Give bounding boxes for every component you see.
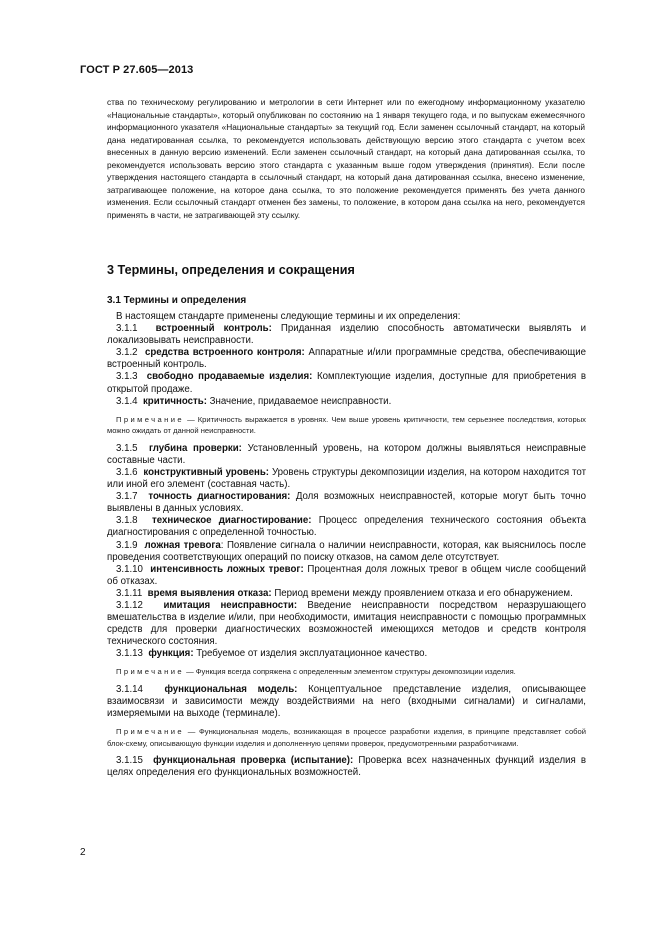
term-number: 3.1.10 xyxy=(116,563,143,575)
term-name: встроенный контроль: xyxy=(155,323,272,335)
note-label: Примечание xyxy=(116,727,184,737)
term-definition: : Появление сигнала о наличии неисправности, которая, как выяснилось после проведения соответствующих операций по поиску отказов, на самом деле отсутствует. xyxy=(107,539,586,563)
term-name: свободно продаваемые изделия: xyxy=(146,371,313,383)
term-entry xyxy=(107,755,586,779)
term-number: 3.1.14 xyxy=(116,683,143,695)
note-label: Примечание xyxy=(116,667,184,677)
term-entry xyxy=(107,371,586,395)
term-definition: Требуемое от изделия эксплуатационное качество. xyxy=(196,648,428,660)
document-header: ГОСТ Р 27.605—2013 xyxy=(80,64,194,76)
term-entry xyxy=(107,600,586,648)
term-name: ложная тревога xyxy=(144,539,221,551)
note xyxy=(107,666,586,678)
term-name: время выявления отказа: xyxy=(147,587,272,599)
term-entry xyxy=(107,443,586,467)
term-entry xyxy=(107,396,586,408)
term-definition: Значение, придаваемое неисправности. xyxy=(209,395,392,407)
term-entry xyxy=(107,491,586,515)
term-definition: Проверка всех назначенных функций изделия в целях определения его функциональных возможностей. xyxy=(107,755,586,779)
term-name: средства встроенного контроля: xyxy=(144,347,305,359)
lead-text: В настоящем стандарте применены следующие термины и их определения: xyxy=(116,311,461,322)
term-entry xyxy=(107,323,586,347)
term-number: 3.1.2 xyxy=(116,347,138,359)
note-label: Примечание xyxy=(116,414,184,424)
term-entry xyxy=(107,648,586,660)
term-number: 3.1.13 xyxy=(116,648,143,660)
term-number: 3.1.7 xyxy=(116,491,138,503)
term-definition: Комплектующие изделия, доступные для приобретения в открытой продаже. xyxy=(107,371,586,395)
term-entry xyxy=(107,515,586,539)
term-name: критичность: xyxy=(142,395,207,407)
note xyxy=(107,726,586,749)
term-name: точность диагностирования: xyxy=(148,491,291,503)
term-name: функциональная модель: xyxy=(164,683,298,695)
term-definition: Аппаратные и/или программные средства, обеспечивающие встроенный контроль. xyxy=(107,347,587,371)
term-number: 3.1.3 xyxy=(116,371,138,383)
term-name: функциональная проверка (испытание): xyxy=(153,755,354,767)
note-text: — Критичность выражается в уровнях. Чем выше уровень критичности, тем серьезнее последствия, которых можно ожидать от данной неисправности. xyxy=(107,414,586,436)
page-number: 2 xyxy=(80,847,86,858)
section-title: 3 Термины, определения и сокращения xyxy=(107,263,355,277)
term-definition: Период времени между проявлением отказа и его обнаружением. xyxy=(274,587,573,599)
term-name: глубина проверки: xyxy=(148,442,242,454)
note-text: — Функция всегда сопряжена с определенным элементом структуры декомпозиции изделия. xyxy=(186,667,516,677)
term-definition: Установленный уровень, на котором должны выявляться неисправные составные части. xyxy=(107,442,586,466)
note-text: — Функциональная модель, возникающая в процессе разработки изделия, в принципе представляет собой блок-схему, описывающую функции изделия и дополненную цепями проверок, предусмотренными разработчиками. xyxy=(107,727,586,748)
term-name: функция: xyxy=(148,648,194,660)
term-name: конструктивный уровень: xyxy=(143,466,270,478)
note xyxy=(107,414,586,437)
term-definition: Концептуальное представление изделия, описывающее взаимосвязи и зависимости между воздействиями на него (входными сигналами) и сигналами, измеряемыми на выходе (терминале). xyxy=(107,683,586,720)
term-number: 3.1.6 xyxy=(116,466,138,478)
term-entry xyxy=(107,564,586,588)
definitions-body xyxy=(107,311,586,779)
term-entry xyxy=(107,347,586,371)
intro-paragraph: ства по техническому регулированию и метрологии в сети Интернет или по ежегодному информационному указателю «Национальные стандарты», который опубликован по состоянию на 1 января текущего года, и по выпускам ежемесячного информационного указателя «Национальные стандарты» за текущий год. Если заменен ссылочный стандарт, на который дана недатированная ссылка, то рекомендуется использовать действующую версию этого стандарта с учетом всех внесенных в данную версию изменений. Если заменен ссылочный стандарт, на который дана датированная ссылка, то рекомендуется использовать версию этого стандарта с указанным выше годом утверждения (принятия). Если после утверждения настоящего стандарта в ссылочный стандарт, на который дана датированная ссылка, внесено изменение, затрагивающее положение, на которое дана ссылка, то это положение рекомендуется применять без учета данного изменения. Если ссылочный стандарт отменен без замены, то положение, в котором дана ссылка на него, рекомендуется применять в части, не затрагивающей эту ссылку. xyxy=(107,97,585,220)
term-definition: Введение неисправности посредством неразрушающего вмешательства в изделие и/или, при необходимости, имитация неисправности с помощью программных средств для проверки диагностических возможностей имеющихся методов и средств контроля технического состояния. xyxy=(107,599,586,648)
term-definition: Приданная изделию способность автоматически выявлять и локализовывать неисправности. xyxy=(107,323,587,347)
subsection-title: 3.1 Термины и определения xyxy=(107,295,247,306)
term-definition: Уровень структуры декомпозиции изделия, на котором находится тот или иной его элемент (составная часть). xyxy=(107,466,587,491)
term-number: 3.1.1 xyxy=(116,323,138,335)
term-name: техническое диагностирование: xyxy=(152,515,312,527)
term-number: 3.1.8 xyxy=(116,515,138,527)
term-number: 3.1.12 xyxy=(116,599,143,611)
term-name: имитация неисправности: xyxy=(163,599,298,611)
term-definition: Доля возможных неисправностей, которые могут быть точно выявлены в данных условиях. xyxy=(107,491,586,515)
term-definition: Процентная доля ложных тревог в общем числе сообщений об отказах. xyxy=(107,563,586,587)
term-definition: Процесс определения технического состояния объекта диагностирования с определенной точностью. xyxy=(107,515,587,539)
term-entry xyxy=(107,588,586,600)
term-entry xyxy=(107,467,586,491)
term-number: 3.1.4 xyxy=(116,395,138,407)
term-entry xyxy=(107,540,586,564)
term-number: 3.1.5 xyxy=(116,442,138,454)
term-number: 3.1.11 xyxy=(116,587,143,599)
term-name: интенсивность ложных тревог: xyxy=(150,563,304,575)
term-entry xyxy=(107,684,586,720)
term-number: 3.1.9 xyxy=(116,539,138,551)
term-number: 3.1.15 xyxy=(116,755,143,767)
